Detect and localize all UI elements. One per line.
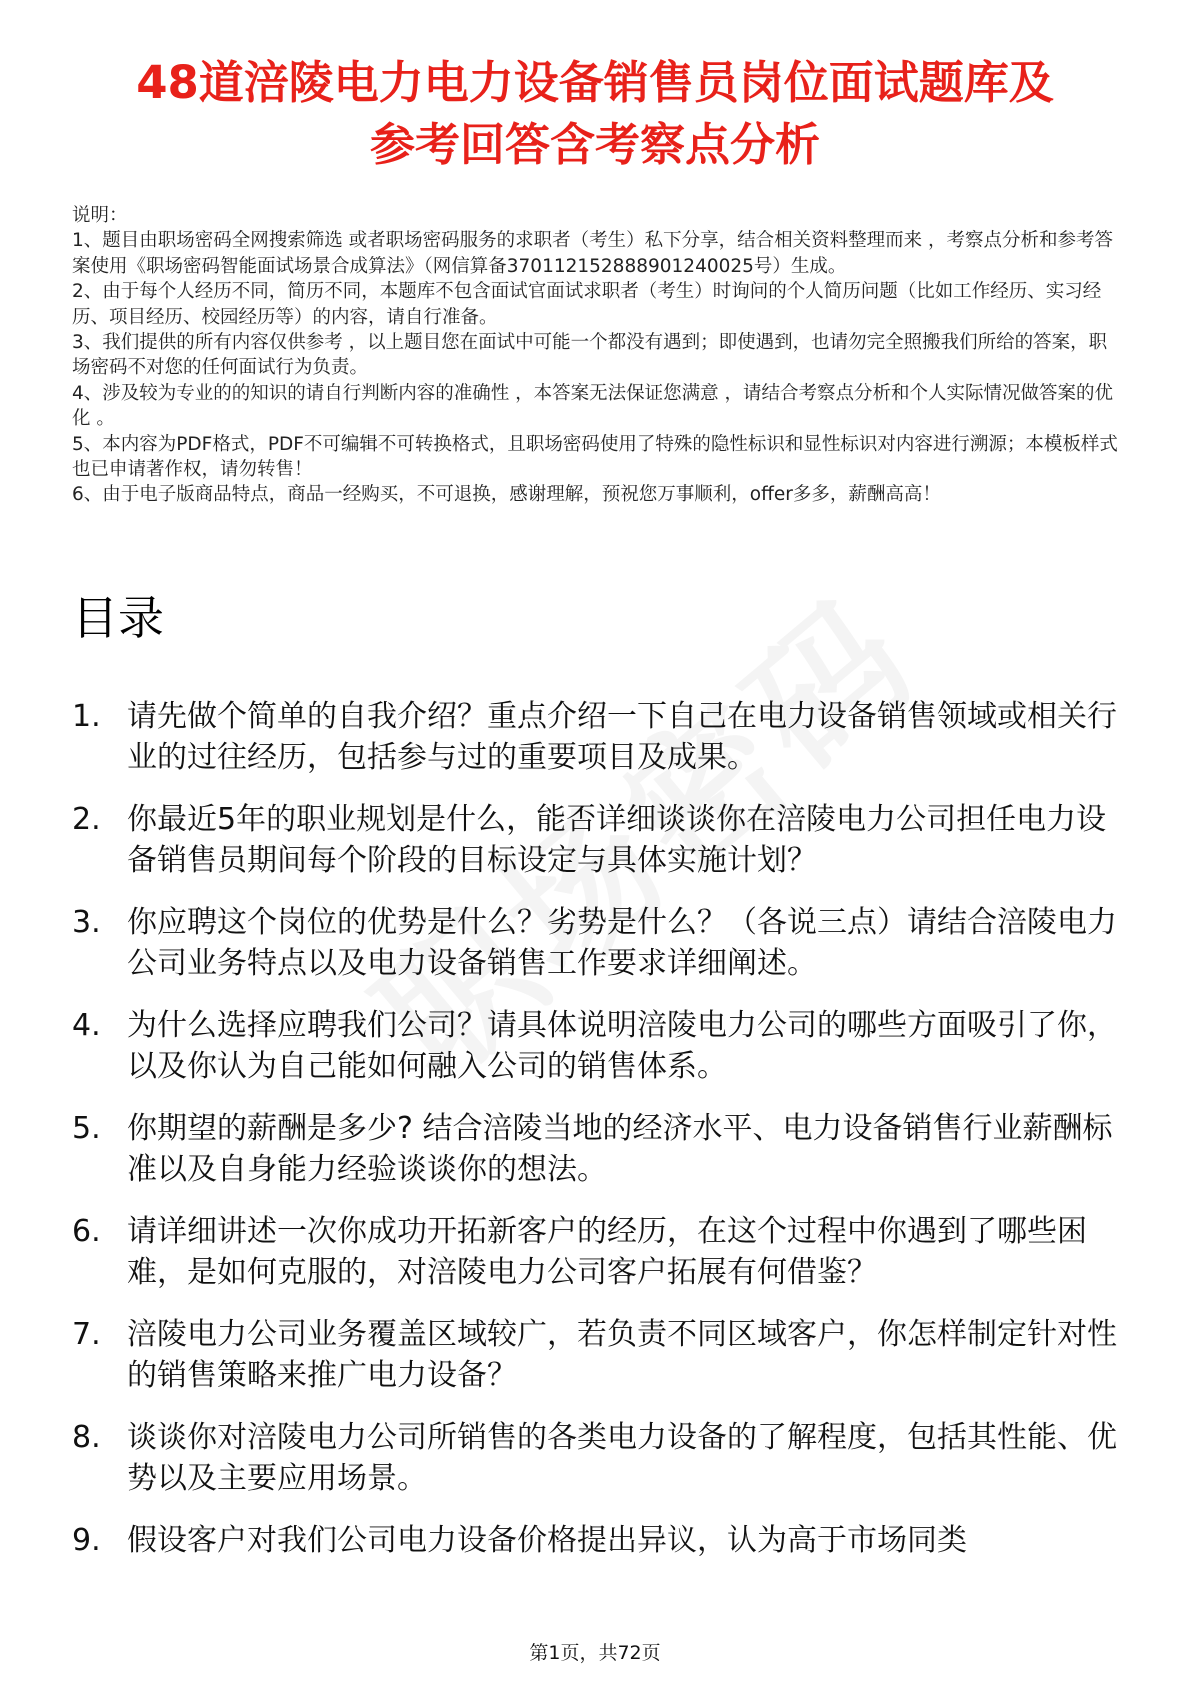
toc-item[interactable] [72,1314,1132,1396]
toc-item[interactable] [72,696,1132,778]
toc-item[interactable] [72,1005,1132,1087]
toc-item-text: 为什么选择应聘我们公司？请具体说明涪陵电力公司的哪些方面吸引了你，以及你认为自己能如何融入公司的销售体系。 [127,1008,1117,1084]
toc-item-number: 2. [72,802,101,837]
toc-heading: 目录 [72,591,164,645]
toc-item-text: 请先做个简单的自我介绍？重点介绍一下自己在电力设备销售领域或相关行业的过往经历，包括参与过的重要项目及成果。 [127,699,1117,775]
toc-item-text: 假设客户对我们公司电力设备价格提出异议，认为高于市场同类 [127,1523,967,1558]
toc-item-text: 你期望的薪酬是多少? 结合涪陵当地的经济水平、电力设备销售行业薪酬标准以及自身能力经验谈谈你的想法。 [127,1111,1113,1187]
toc-item-number: 5. [72,1111,101,1146]
toc-item-number: 6. [72,1214,101,1249]
toc-item[interactable] [72,1520,1132,1561]
toc-item-number: 1. [72,699,101,734]
toc-item[interactable] [72,1417,1132,1499]
toc-item[interactable] [72,799,1132,881]
toc-item-number: 3. [72,905,101,940]
toc-item-number: 4. [72,1008,101,1043]
page-footer: 第1页，共72页 [529,1642,661,1664]
note-item: 1、题目由职场密码全网搜索筛选 或者职场密码服务的求职者（考生）私下分享，结合相关资料整理而来 ，考察点分析和参考答案使用《职场密码智能面试场景合成算法》（网信算备370112152888901240025号）生成。 [72,230,1114,277]
toc-item-text: 谈谈你对涪陵电力公司所销售的各类电力设备的了解程度，包括其性能、优势以及主要应用场景。 [127,1420,1117,1496]
title-line-1: 48道涪陵电力电力设备销售员岗位面试题库及 [136,56,1054,109]
toc-item-number: 8. [72,1420,101,1455]
note-item: 4、涉及较为专业的的知识的请自行判断内容的准确性 ，本答案无法保证您满意 ，请结合考察点分析和个人实际情况做答案的优化 。 [72,382,1114,430]
document-title [60,52,1130,176]
toc-item-text: 你最近5年的职业规划是什么，能否详细谈谈你在涪陵电力公司担任电力设备销售员期间每个阶段的目标设定与具体实施计划？ [127,802,1107,878]
notes-section [72,203,1122,508]
title-line-2: 参考回答含考察点分析 [369,118,820,171]
toc-item-number: 7. [72,1317,101,1352]
toc-list [72,696,1132,1582]
toc-item[interactable] [72,1211,1132,1293]
toc-item[interactable] [72,902,1132,984]
note-item: 6、由于电子版商品特点，商品一经购买，不可退换，感谢理解，预祝您万事顺利，offer多多，薪酬高高！ [72,484,941,506]
toc-item[interactable] [72,1108,1132,1190]
toc-item-text: 请详细讲述一次你成功开拓新客户的经历，在这个过程中你遇到了哪些困难，是如何克服的，对涪陵电力公司客户拓展有何借鉴？ [127,1214,1087,1290]
notes-heading: 说明： [72,205,128,226]
note-item: 3、我们提供的所有内容仅供参考 ，以上题目您在面试中可能一个都没有遇到；即使遇到，也请勿完全照搬我们所给的答案，职场密码不对您的任何面试行为负责。 [72,332,1108,379]
toc-item-text: 你应聘这个岗位的优势是什么？劣势是什么？（各说三点）请结合涪陵电力公司业务特点以及电力设备销售工作要求详细阐述。 [127,905,1117,981]
note-item: 2、由于每个人经历不同，简历不同，本题库不包含面试官面试求职者（考生）时询问的个人简历问题（比如工作经历、实习经历、项目经历、校园经历等）的内容，请自行准备。 [72,281,1102,328]
toc-item-text: 涪陵电力公司业务覆盖区域较广，若负责不同区域客户，你怎样制定针对性的销售策略来推广电力设备？ [127,1317,1117,1393]
toc-item-number: 9. [72,1523,101,1558]
note-item: 5、本内容为PDF格式，PDF不可编辑不可转换格式，且职场密码使用了特殊的隐性标识和显性标识对内容进行溯源；本模板样式也已申请著作权，请勿转售！ [72,433,1118,481]
